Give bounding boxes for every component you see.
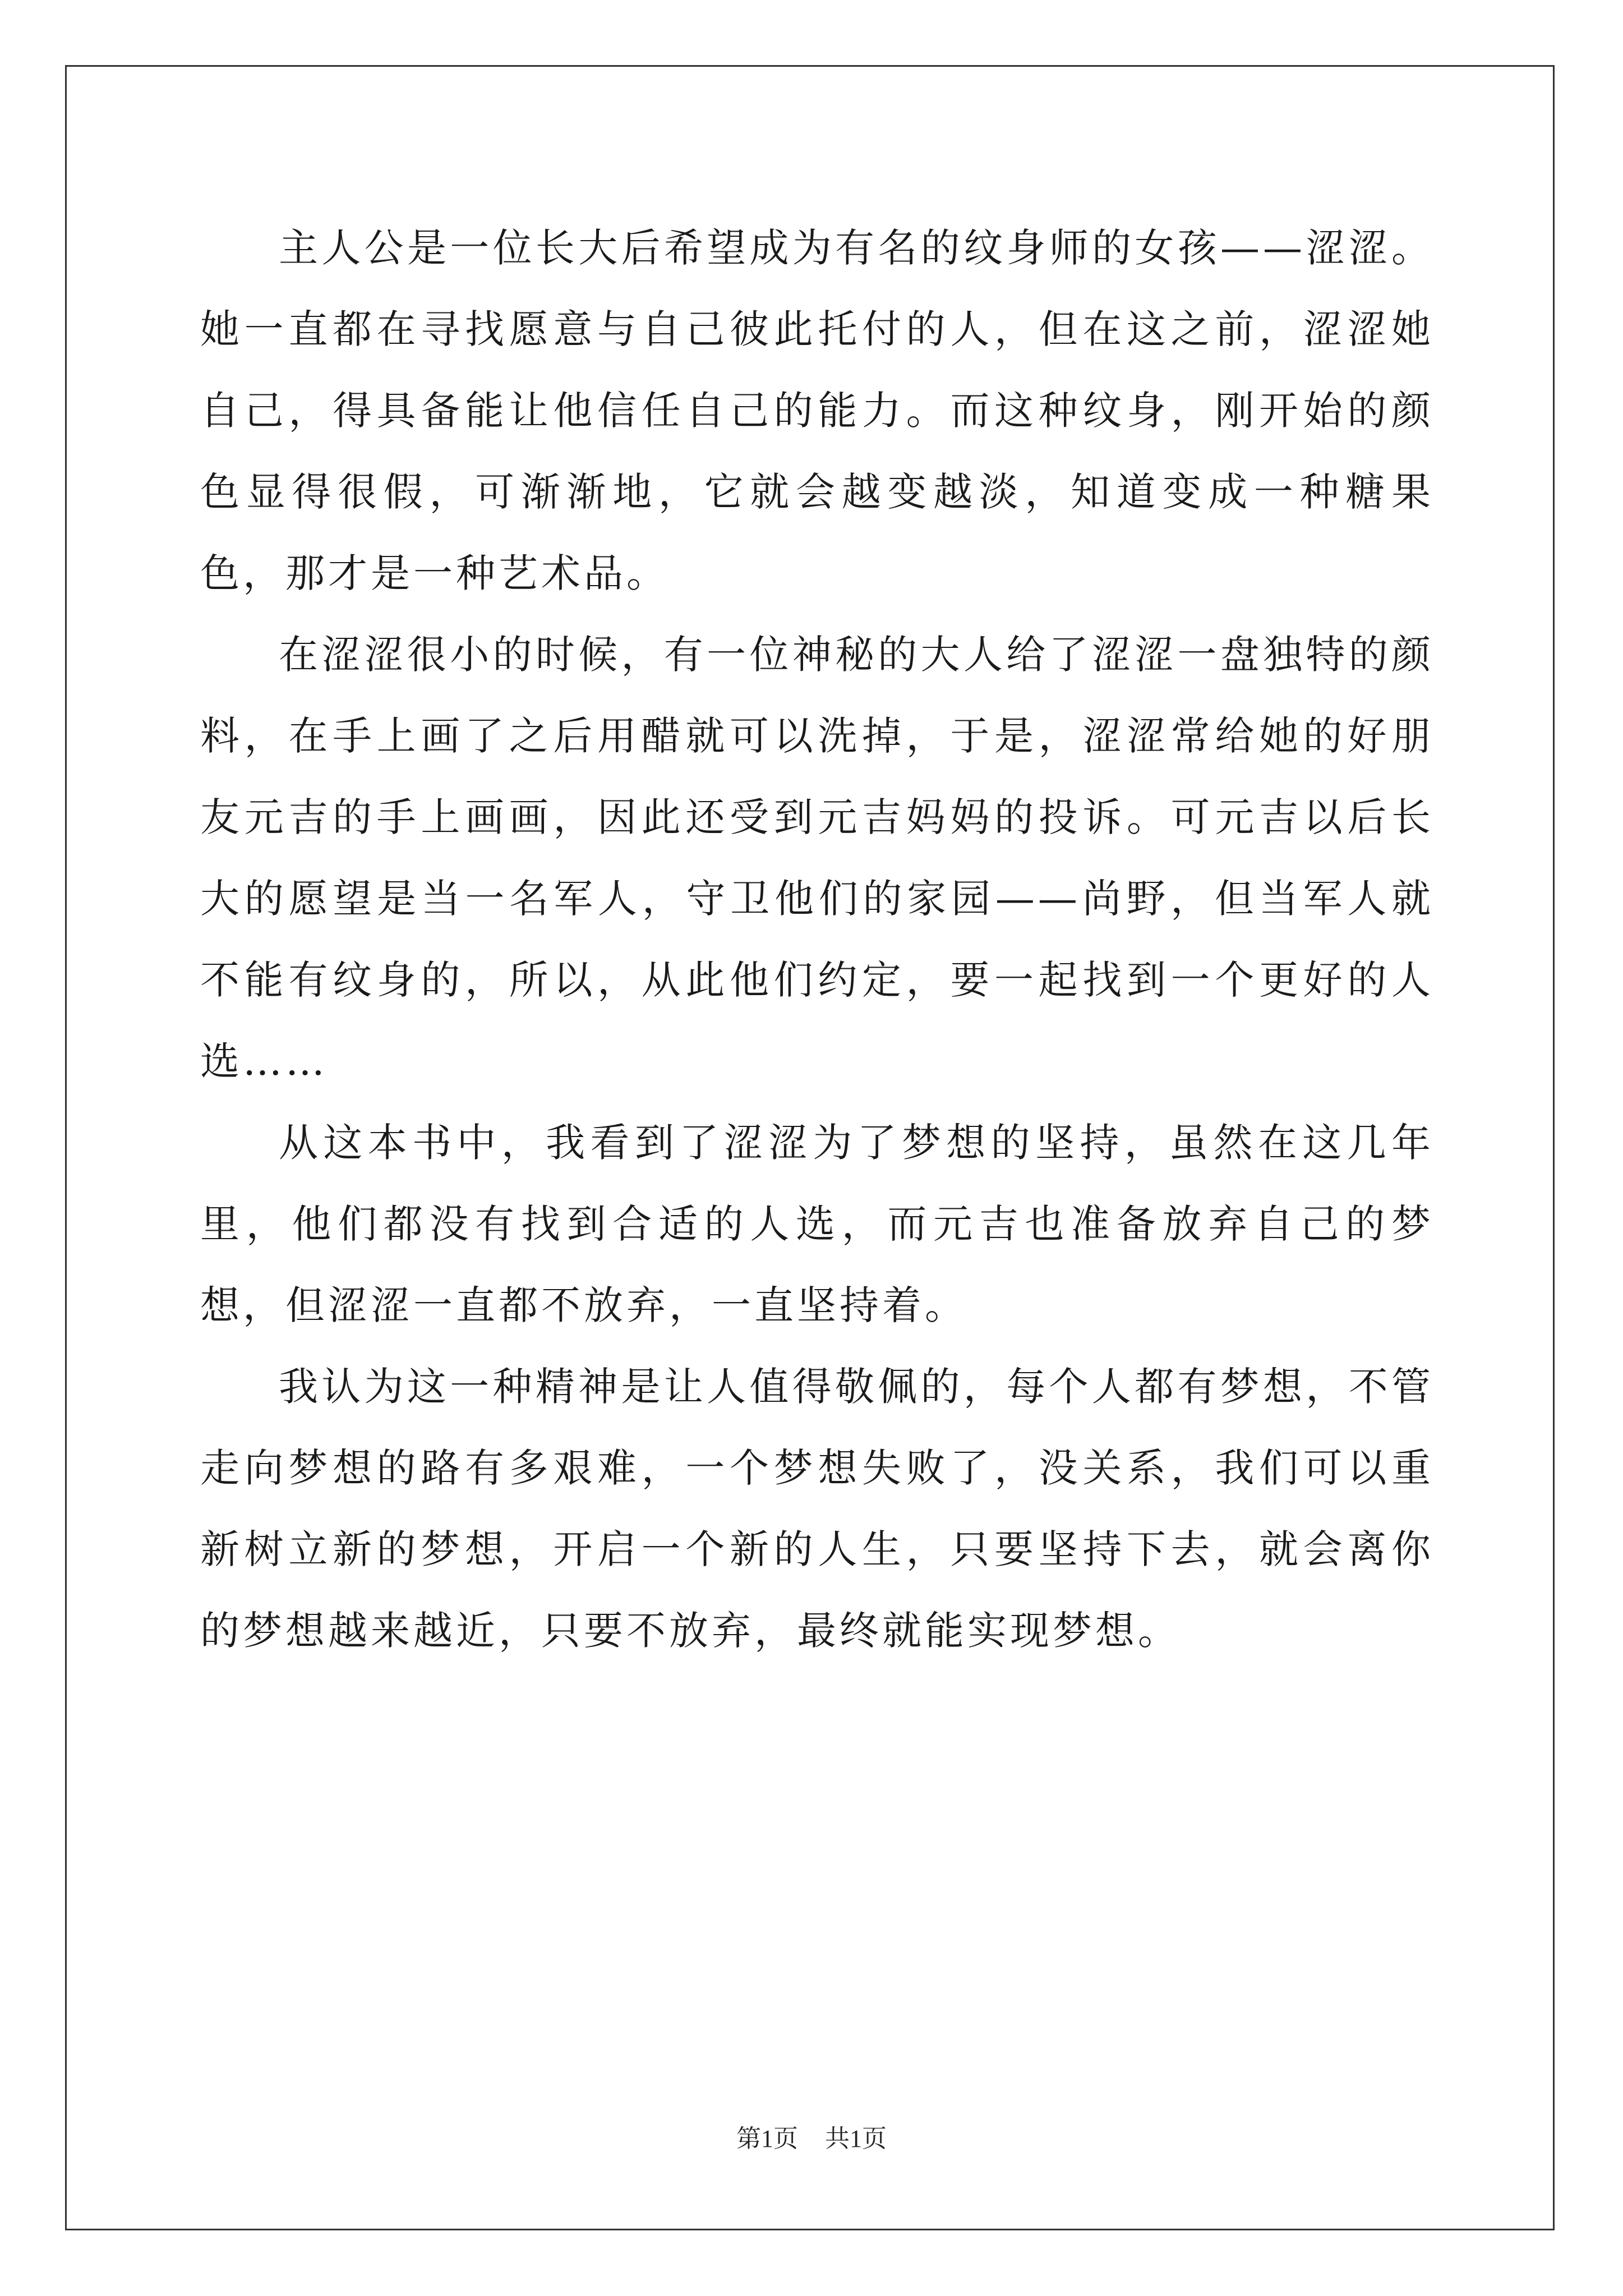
page-footer [0, 2118, 1623, 2154]
paragraph-4: 我认为这一种精神是让人值得敬佩的，每个人都有梦想，不管走向梦想的路有多艰难，一个梦想失败了，没关系，我们可以重新树立新的梦想，开启一个新的人生，只要坚持下去，就会离你的梦想越来越近，只要不放弃，最终就能实现梦想。 [200, 1364, 1434, 1654]
document-body [200, 208, 1434, 1672]
paragraph-3: 从这本书中，我看到了涩涩为了梦想的坚持，虽然在这几年里，他们都没有找到合适的人选，而元吉也准备放弃自己的梦想，但涩涩一直都不放弃，一直坚持着。 [200, 1120, 1434, 1328]
page-total: 共1页 [825, 2125, 887, 2152]
paragraph-2: 在涩涩很小的时候，有一位神秘的大人给了涩涩一盘独特的颜料，在手上画了之后用醋就可以洗掉，于是，涩涩常给她的好朋友元吉的手上画画，因此还受到元吉妈妈的投诉。可元吉以后长大的愿望是当一名军人，守卫他们的家园——尚野，但当军人就不能有纹身的，所以，从此他们约定，要一起找到一个更好的人选…… [200, 632, 1434, 1084]
page-number: 第1页 [736, 2125, 798, 2152]
paragraph-1: 主人公是一位长大后希望成为有名的纹身师的女孩——涩涩。她一直都在寻找愿意与自己彼此托付的人，但在这之前，涩涩她自己，得具备能让他信任自己的能力。而这种纹身，刚开始的颜色显得很假，可渐渐地，它就会越变越淡，知道变成一种糖果色，那才是一种艺术品。 [200, 225, 1434, 596]
